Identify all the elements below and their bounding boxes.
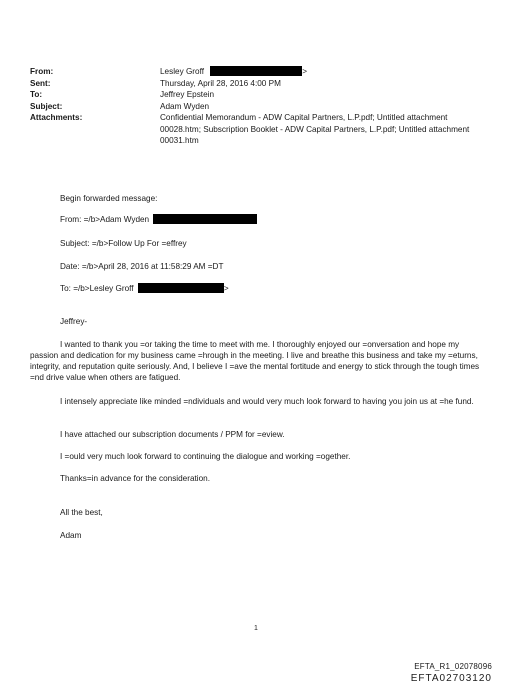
forwarded-to-suffix: > — [223, 284, 229, 293]
header-from-row — [30, 66, 490, 78]
sent-label: Sent: — [30, 78, 51, 88]
message-signature: Adam — [60, 531, 82, 540]
redaction-box — [210, 66, 302, 76]
message-paragraph-4: I =ould very much look forward to continuing the dialogue and working =ogether. — [60, 452, 351, 461]
from-suffix: > — [302, 67, 308, 76]
to-label: To: — [30, 90, 43, 99]
subject-value: Adam Wyden — [160, 101, 210, 111]
redaction-box — [138, 283, 224, 293]
subject-label: Subject: — [30, 101, 63, 111]
bates-number-small: EFTA_R1_02078096 — [414, 662, 492, 671]
forwarded-date: Date: =/b>April 28, 2016 at 11:58:29 AM =DT — [60, 262, 224, 271]
page-number: 1 — [254, 625, 258, 632]
message-paragraph-3: I have attached our subscription documents / PPM for =eview. — [60, 430, 285, 439]
forwarded-intro: Begin forwarded message: — [60, 194, 158, 203]
from-label: From: — [30, 67, 54, 76]
attachments-label: Attachments: — [30, 113, 83, 122]
message-paragraph-2: I intensely appreciate like minded =ndividuals and would very much look forward to having you join us at =he fund. — [60, 397, 474, 406]
sent-value: Thursday, April 28, 2016 4:00 PM — [160, 78, 281, 88]
forwarded-from — [60, 214, 257, 225]
bates-number-large: EFTA02703120 — [410, 673, 492, 684]
header-sent-row — [30, 78, 490, 90]
from-value: Lesley Groff — [160, 67, 204, 76]
forwarded-subject: Subject: =/b>Follow Up For =effrey — [60, 239, 187, 248]
forwarded-to — [60, 283, 229, 294]
header-attachments-row — [30, 112, 490, 147]
redaction-box — [153, 214, 257, 224]
header-subject-row — [30, 101, 490, 113]
message-paragraph-5: Thanks=in advance for the consideration. — [60, 474, 210, 483]
header-to-row — [30, 89, 490, 101]
attachments-value: Confidential Memorandum - ADW Capital Partners, L.P.pdf; Untitled attachment 00028.htm; Subscription Booklet - ADW Capital Partners, L.P.pdf; Untitled attachment 00031.htm — [160, 113, 470, 145]
forwarded-from-text: From: =/b>Adam Wyden — [60, 215, 150, 224]
forwarded-to-text: To: =/b>Lesley Groff — [60, 284, 134, 293]
message-closing: All the best, — [60, 508, 103, 517]
to-value: Jeffrey Epstein — [160, 90, 215, 99]
message-paragraph-1: I wanted to thank you =or taking the time to meet with me. I thoroughly enjoyed our =onversation and hope my passion and dedication for my business came =hrough in the meeting. I live and breathe this business and take my =eturns, integrity, and reputation quite seriously. And, I believe I =ave the mental fortitude and energy to stick through the tough times =nd drive value when others are fatigued. — [30, 340, 480, 382]
message-greeting: Jeffrey- — [60, 317, 88, 326]
email-header — [30, 66, 490, 147]
